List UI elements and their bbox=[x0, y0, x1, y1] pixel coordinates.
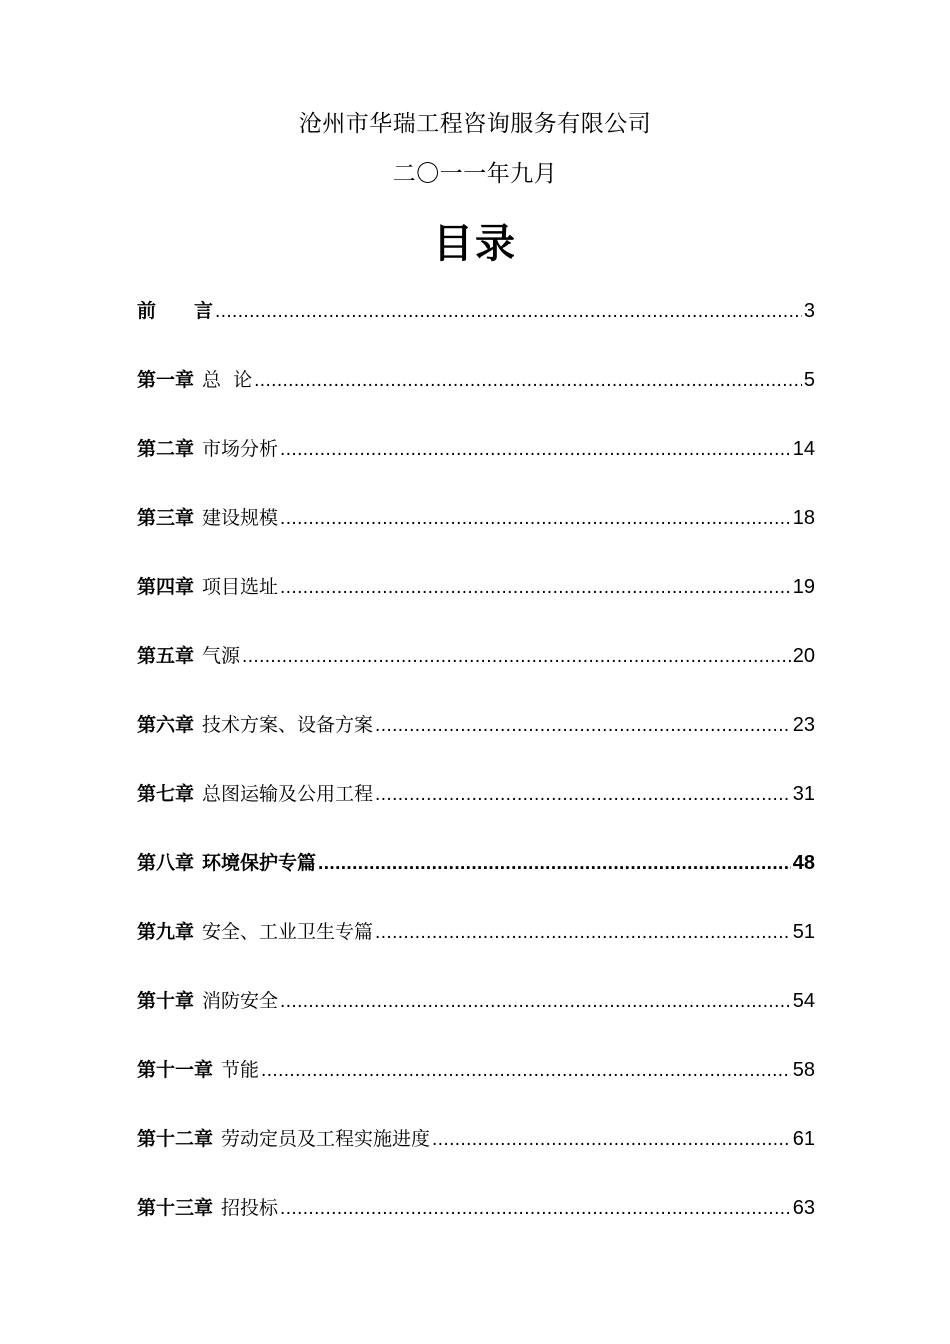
toc-leader-dots bbox=[375, 780, 791, 810]
toc-chapter-name: 项目选址 bbox=[202, 576, 279, 598]
toc-chapter-name: 气源 bbox=[202, 645, 241, 667]
toc-entry-chapter-13[interactable] bbox=[137, 1193, 815, 1262]
toc-entry-chapter-6[interactable] bbox=[137, 710, 815, 779]
toc-leader-dots bbox=[280, 435, 791, 465]
toc-chapter-name: 技术方案、设备方案 bbox=[202, 714, 374, 736]
toc-page-number: 58 bbox=[792, 1059, 815, 1081]
toc-chapter-name: 环境保护专篇 bbox=[202, 852, 317, 874]
toc-page-number: 5 bbox=[803, 369, 815, 391]
toc-leader-dots bbox=[280, 987, 791, 1017]
toc-leader-dots bbox=[280, 573, 791, 603]
toc-leader-dots bbox=[242, 642, 791, 672]
toc-page-number: 54 bbox=[792, 990, 815, 1012]
toc-entry-chapter-4[interactable] bbox=[137, 572, 815, 641]
toc-page-number: 20 bbox=[792, 645, 815, 667]
toc-chapter-name: 总图运输及公用工程 bbox=[202, 783, 374, 805]
toc-chapter-label: 第四章 bbox=[137, 576, 195, 598]
toc-leader-dots bbox=[375, 918, 791, 948]
toc-chapter-name: 建设规模 bbox=[202, 507, 279, 529]
toc-page-number: 14 bbox=[792, 438, 815, 460]
toc-page-number: 19 bbox=[792, 576, 815, 598]
toc-leader-dots bbox=[280, 504, 791, 534]
toc-leader-dots bbox=[254, 366, 802, 396]
toc-chapter-name: 市场分析 bbox=[202, 438, 279, 460]
toc-page-number: 61 bbox=[792, 1128, 815, 1150]
toc-chapter-name: 安全、工业卫生专篇 bbox=[202, 921, 374, 943]
toc-chapter-name: 消防安全 bbox=[202, 990, 279, 1012]
toc-entry-chapter-10[interactable] bbox=[137, 986, 815, 1055]
toc-page-number: 63 bbox=[792, 1197, 815, 1219]
toc-entry-chapter-2[interactable] bbox=[137, 434, 815, 503]
toc-chapter-name: 劳动定员及工程实施进度 bbox=[221, 1128, 431, 1150]
toc-leader-dots bbox=[432, 1125, 791, 1155]
toc-page-number: 3 bbox=[803, 300, 815, 322]
toc-chapter-label: 第三章 bbox=[137, 507, 195, 529]
toc-entry-chapter-1[interactable] bbox=[137, 365, 815, 434]
toc-leader-dots bbox=[280, 1194, 791, 1224]
toc-entry-chapter-12[interactable] bbox=[137, 1124, 815, 1193]
toc-page-number: 51 bbox=[792, 921, 815, 943]
toc-chapter-label: 第八章 bbox=[137, 852, 195, 874]
toc-chapter-label: 第六章 bbox=[137, 714, 195, 736]
toc-entry-chapter-11[interactable] bbox=[137, 1055, 815, 1124]
table-of-contents bbox=[137, 296, 815, 1262]
toc-chapter-label: 前 言 bbox=[137, 300, 214, 322]
toc-leader-dots bbox=[261, 1056, 791, 1086]
toc-chapter-label: 第一章 bbox=[137, 369, 195, 391]
toc-chapter-label: 第十二章 bbox=[137, 1128, 214, 1150]
toc-chapter-label: 第二章 bbox=[137, 438, 195, 460]
toc-entry-chapter-9[interactable] bbox=[137, 917, 815, 986]
toc-title: 目录 bbox=[433, 221, 517, 267]
company-name: 沧州市华瑞工程咨询服务有限公司 bbox=[298, 111, 652, 137]
toc-page-number: 48 bbox=[792, 852, 815, 874]
toc-chapter-label: 第七章 bbox=[137, 783, 195, 805]
toc-chapter-label: 第十三章 bbox=[137, 1197, 214, 1219]
toc-chapter-name: 招投标 bbox=[221, 1197, 279, 1219]
toc-entry-chapter-5[interactable] bbox=[137, 641, 815, 710]
toc-page-number: 23 bbox=[792, 714, 815, 736]
toc-chapter-label: 第五章 bbox=[137, 645, 195, 667]
toc-leader-dots bbox=[318, 849, 791, 879]
toc-page-number: 31 bbox=[792, 783, 815, 805]
toc-leader-dots bbox=[375, 711, 791, 741]
toc-entry-preface[interactable] bbox=[137, 296, 815, 365]
toc-chapter-label: 第九章 bbox=[137, 921, 195, 943]
toc-page-number: 18 bbox=[792, 507, 815, 529]
toc-chapter-label: 第十章 bbox=[137, 990, 195, 1012]
document-date: 二〇一一年九月 bbox=[392, 161, 558, 187]
toc-chapter-name: 节能 bbox=[221, 1059, 260, 1081]
toc-entry-chapter-3[interactable] bbox=[137, 503, 815, 572]
toc-chapter-label: 第十一章 bbox=[137, 1059, 214, 1081]
toc-chapter-name: 总 论 bbox=[202, 369, 253, 391]
toc-entry-chapter-7[interactable] bbox=[137, 779, 815, 848]
toc-leader-dots bbox=[215, 297, 802, 327]
toc-entry-chapter-8[interactable] bbox=[137, 848, 815, 917]
